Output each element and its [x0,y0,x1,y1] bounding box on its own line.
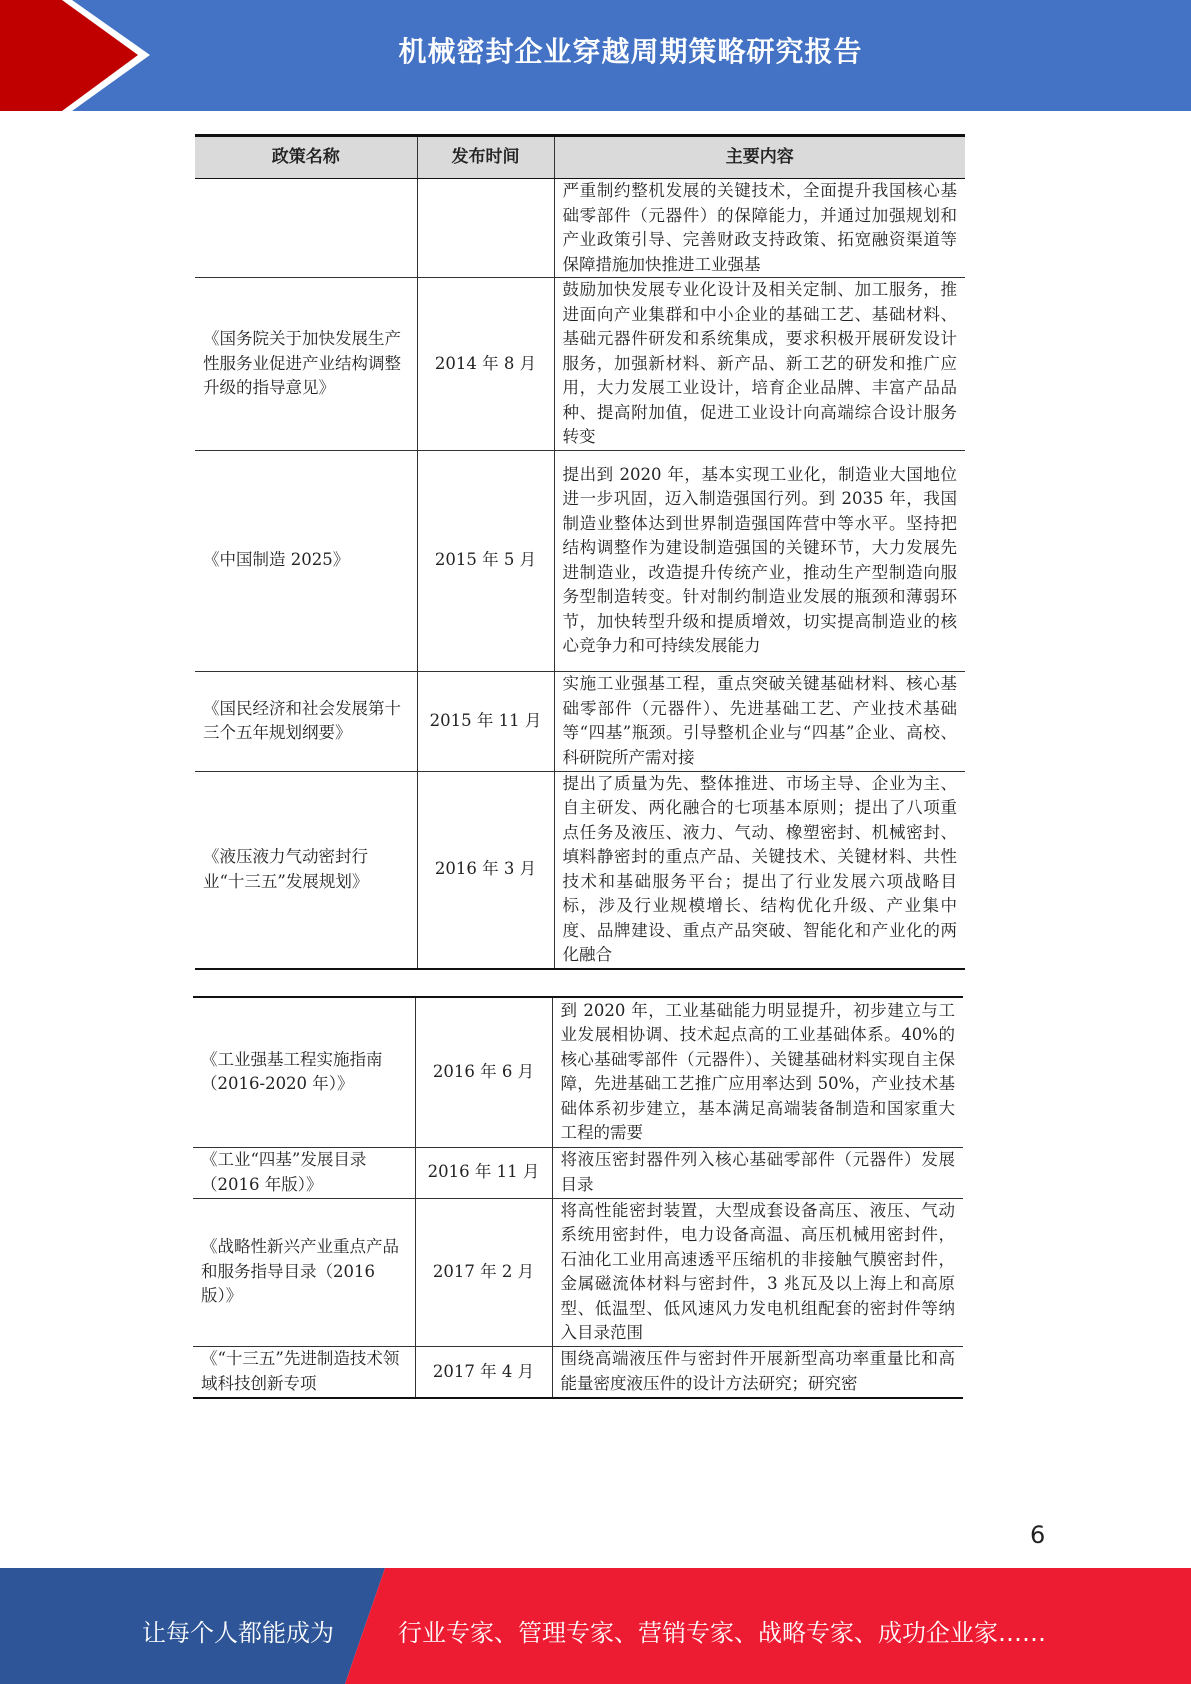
policy-name-cell: 《工业“四基”发展目录（2016 年版）》 [193,1147,415,1198]
page-number: 6 [1030,1521,1046,1549]
table-row [193,1346,963,1398]
release-date-cell: 2014 年 8 月 [417,278,554,451]
column-header-policy-name: 政策名称 [195,136,417,179]
policy-name-cell: 《工业强基工程实施指南（2016-2020 年）》 [193,997,415,1147]
main-content-cell: 到 2020 年，工业基础能力明显提升，初步建立与工业发展相协调、技术起点高的工业基础体系。40%的核心基础零部件（元器件）、关键基础材料实现自主保障，先进基础工艺推广应用率达到 50%，产业技术基础体系初步建立，基本满足高端装备制造和国家重大工程的需要 [552,997,963,1147]
policy-table [195,134,965,970]
release-date-cell: 2015 年 11 月 [417,671,554,771]
footer-banner [0,1568,1191,1684]
policy-name-cell: 《中国制造 2025》 [195,450,417,671]
release-date-cell: 2016 年 11 月 [415,1147,552,1198]
policy-name-cell: 《国务院关于加快发展生产性服务业促进产业结构调整升级的指导意见》 [195,278,417,451]
main-content-cell: 提出到 2020 年，基本实现工业化，制造业大国地位进一步巩固，迈入制造强国行列。到 2035 年，我国制造业整体达到世界制造强国阵营中等水平。坚持把结构调整作为建设制造强国的关键环节，大力发展先进制造业，改造提升传统产业，推动生产型制造向服务型制造转变。针对制约制造业发展的瓶颈和薄弱环节，加快转型升级和提质增效，切实提高制造业的核心竞争力和可持续发展能力 [554,450,965,671]
table-row [193,1147,963,1198]
table-header-row [195,136,965,179]
policy-name-cell: 《国民经济和社会发展第十三个五年规划纲要》 [195,671,417,771]
main-content-cell: 围绕高端液压件与密封件开展新型高功率重量比和高能量密度液压件的设计方法研究；研究密 [552,1346,963,1398]
table-row [195,278,965,451]
table-row [195,179,965,278]
footer-slogan-right: 行业专家、管理专家、营销专家、战略专家、成功企业家…… [398,1619,1046,1647]
release-date-cell: 2017 年 2 月 [415,1198,552,1346]
table-row [195,771,965,969]
policy-name-cell: 《战略性新兴产业重点产品和服务指导目录（2016 版）》 [193,1198,415,1346]
release-date-cell: 2017 年 4 月 [415,1346,552,1398]
release-date-cell: 2016 年 3 月 [417,771,554,969]
main-content-cell: 将液压密封器件列入核心基础零部件（元器件）发展目录 [552,1147,963,1198]
table-row [195,450,965,671]
main-content-cell: 实施工业强基工程，重点突破关键基础材料、核心基础零部件（元器件）、先进基础工艺、产业技术基础等“四基”瓶颈。引导整机企业与“四基”企业、高校、科研院所产需对接 [554,671,965,771]
policy-name-cell: 《“十三五”先进制造技术领域科技创新专项 [193,1346,415,1398]
policy-name-cell: 《液压液力气动密封行业“十三五”发展规划》 [195,771,417,969]
release-date-cell [417,179,554,278]
release-date-cell: 2015 年 5 月 [417,450,554,671]
table-row [195,671,965,771]
report-title: 机械密封企业穿越周期策略研究报告 [398,35,863,68]
column-header-release-date: 发布时间 [417,136,554,179]
main-content-cell: 将高性能密封装置，大型成套设备高压、液压、气动系统用密封件，电力设备高温、高压机械用密封件，石油化工业用高速透平压缩机的非接触气膜密封件，金属磁流体材料与密封件，3 兆瓦及以上海上和高原型、低温型、低风速风力发电机组配套的密封件等纳入目录范围 [552,1198,963,1346]
table-row [193,997,963,1147]
report-header [0,0,1191,111]
release-date-cell: 2016 年 6 月 [415,997,552,1147]
main-content-cell: 严重制约整机发展的关键技术，全面提升我国核心基础零部件（元器件）的保障能力，并通过加强规划和产业政策引导、完善财政支持政策、拓宽融资渠道等保障措施加快推进工业强基 [554,179,965,278]
table-row [193,1198,963,1346]
footer-slogan-left: 让每个人都能成为 [142,1619,334,1647]
main-content-cell: 提出了质量为先、整体推进、市场主导、企业为主、自主研发、两化融合的七项基本原则；提出了八项重点任务及液压、液力、气动、橡塑密封、机械密封、填料静密封的重点产品、关键技术、关键材料、共性技术和基础服务平台；提出了行业发展六项战略目标，涉及行业规模增长、结构优化升级、产业集中度、品牌建设、重点产品突破、智能化和产业化的两化融合 [554,771,965,969]
policy-table-continued [193,996,963,1399]
policy-name-cell [195,179,417,278]
column-header-main-content: 主要内容 [554,136,965,179]
main-content-cell: 鼓励加快发展专业化设计及相关定制、加工服务，推进面向产业集群和中小企业的基础工艺、基础材料、基础元器件研发和系统集成，要求积极开展研发设计服务，加强新材料、新产品、新工艺的研发和推广应用，大力发展工业设计，培育企业品牌、丰富产品品种、提高附加值，促进工业设计向高端综合设计服务转变 [554,278,965,451]
